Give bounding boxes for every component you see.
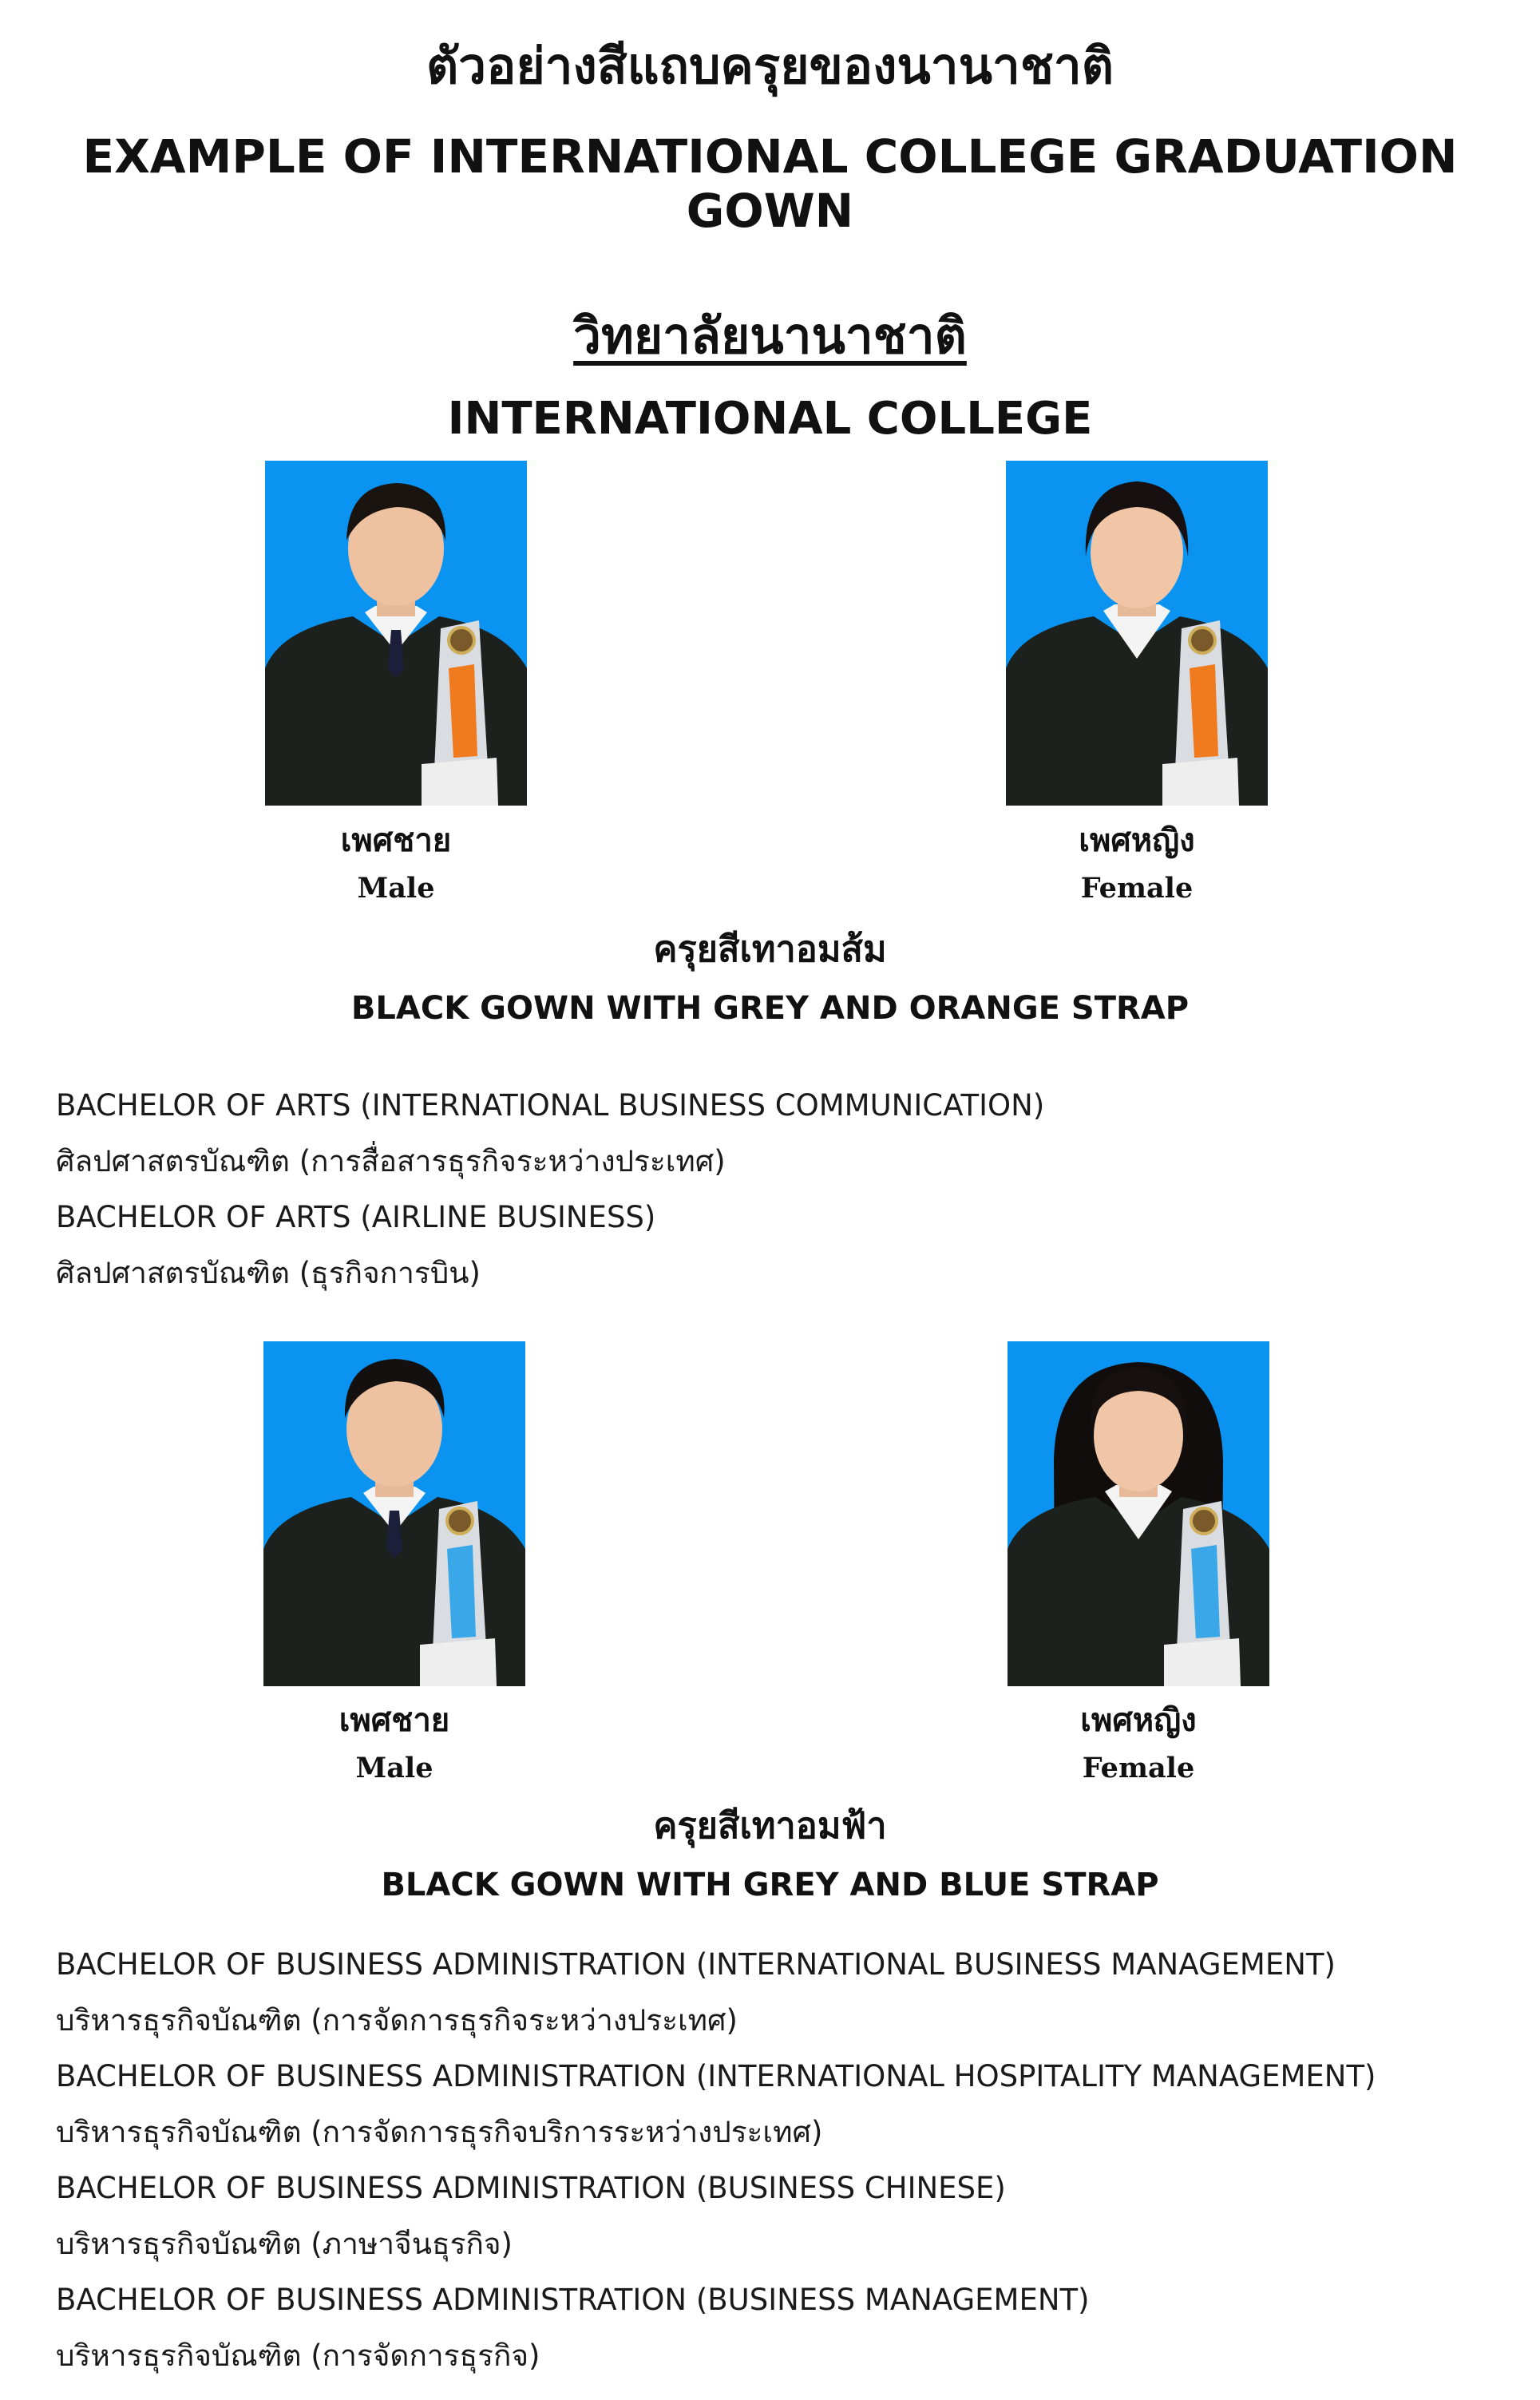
female-label-thai: เพศหญิง [1079,822,1195,859]
female-gown-photo-orange [1006,461,1268,806]
program-item: BACHELOR OF BUSINESS ADMINISTRATION (INTERNATIONAL HOSPITALITY MANAGEMENT) [56,2059,1376,2093]
program-item: บริหารธุรกิจบัณฑิต (ภาษาจีนธุรกิจ) [56,2227,513,2261]
male-label-english: Male [357,872,435,905]
program-item: ศิลปศาสตรบัณฑิต (ธุรกิจการบิน) [56,1256,481,1290]
program-list [56,1937,1376,2384]
female-label-thai: เพศหญิง [1080,1702,1197,1739]
gown-description-english: BLACK GOWN WITH GREY AND BLUE STRAP [381,1867,1159,1903]
program-item: บริหารธุรกิจบัณฑิต (การจัดการธุรกิจ) [56,2339,540,2373]
program-item: บริหารธุรกิจบัณฑิต (การจัดการธุรกิจระหว่างประเทศ) [56,2003,738,2038]
gown-description-thai: ครุยสีเทาอมส้ม [653,928,887,970]
female-label-english: Female [1082,1752,1195,1784]
female-gown-photo-blue [1008,1341,1269,1686]
female-label-english: Female [1080,872,1194,905]
college-name-thai: วิทยาลัยนานาชาติ [573,307,967,365]
program-item: BACHELOR OF BUSINESS ADMINISTRATION (BUSINESS MANAGEMENT) [56,2283,1090,2317]
male-gown-photo-orange [265,461,527,806]
male-label-english: Male [355,1752,433,1784]
male-gown-photo-blue [263,1341,525,1686]
page-title-thai: ตัวอย่างสีแถบครุยของนานาชาติ [426,37,1114,95]
page-title-english: EXAMPLE OF INTERNATIONAL COLLEGE GRADUATION GOWN [82,129,1458,238]
program-item: BACHELOR OF ARTS (AIRLINE BUSINESS) [56,1200,656,1234]
male-label-thai: เพศชาย [338,1702,450,1739]
program-item: BACHELOR OF BUSINESS ADMINISTRATION (INTERNATIONAL BUSINESS MANAGEMENT) [56,1947,1336,1982]
program-list [56,1078,1044,1301]
program-item: BACHELOR OF ARTS (INTERNATIONAL BUSINESS COMMUNICATION) [56,1088,1045,1123]
program-item: ศิลปศาสตรบัณฑิต (การสื่อสารธุรกิจระหว่างประเทศ) [56,1144,726,1178]
program-item: BACHELOR OF BUSINESS ADMINISTRATION (BUSINESS CHINESE) [56,2171,1006,2205]
gown-description-english: BLACK GOWN WITH GREY AND ORANGE STRAP [350,990,1190,1027]
male-label-thai: เพศชาย [340,822,452,859]
college-name-english: INTERNATIONAL COLLEGE [447,393,1093,445]
gown-description-thai: ครุยสีเทาอมฟ้า [653,1804,887,1847]
program-item: บริหารธุรกิจบัณฑิต (การจัดการธุรกิจบริการระหว่างประเทศ) [56,2115,823,2149]
